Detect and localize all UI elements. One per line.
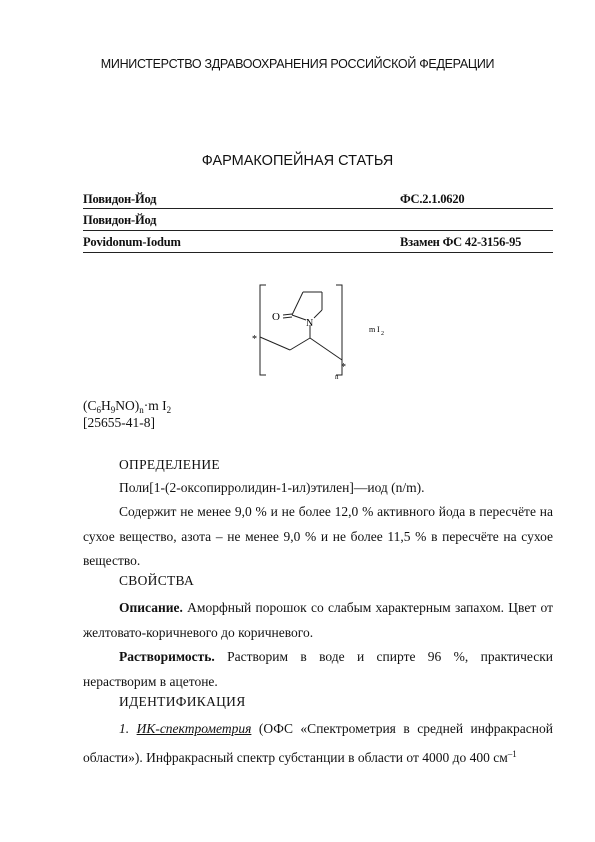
end-star-right: *: [341, 362, 346, 373]
header-divider-2: [83, 230, 553, 231]
cas-number: [25655-41-8]: [83, 415, 155, 430]
n-label: n: [335, 373, 339, 381]
header-divider-3: [83, 252, 553, 253]
left-bracket: [260, 285, 266, 375]
iodine-label: I: [377, 325, 380, 334]
monograph-code: ФС.2.1.0620: [400, 192, 465, 206]
definition-content: Содержит не менее 9,0 % и не более 12,0 % активного йода в пересчёте на сухое вещество, азота – не менее 9,0 % и не более 11,5 % в пересчёте на сухое вещество.: [83, 504, 553, 568]
description-paragraph: Описание. Аморфный порошок со слабым характерным запахом. Цвет от желтовато-коричневого до коричневого.: [83, 600, 553, 640]
heading-identification: ИДЕНТИФИКАЦИЯ: [119, 694, 246, 709]
heading-properties: СВОЙСТВА: [119, 573, 195, 588]
name-russian-secondary: Повидон-Йод: [83, 213, 157, 227]
m-label: m: [369, 325, 376, 334]
atom-oxygen: O: [272, 311, 280, 323]
name-russian-primary: Повидон-Йод: [83, 192, 157, 206]
ministry-name: МИНИСТЕРСТВО ЗДРАВООХРАНЕНИЯ РОССИЙСКОЙ ФЕДЕРАЦИИ: [100, 57, 495, 71]
molecular-formula: $(C_6H_9NO)_n\cdot m$ $I_2$: [83, 398, 172, 415]
end-star-left: *: [252, 334, 257, 345]
name-latin: Povidonum-Iodum: [83, 235, 181, 249]
header-divider-1: [83, 208, 553, 209]
document-title: ФАРМАКОПЕЙНАЯ СТАТЬЯ: [201, 153, 394, 169]
iodine-subscript: 2: [381, 331, 384, 337]
solubility-paragraph: Растворимость. Растворим в воде и спирте 96 %, практически нерастворим в ацетоне.: [83, 649, 553, 689]
atom-nitrogen: N: [306, 318, 314, 329]
structural-formula: [240, 280, 400, 385]
chemical-name: Поли[1-(2-оксопирролидин-1-ил)этилен]—иод (n/m).: [119, 480, 425, 495]
replaces-note: Взамен ФС 42-3156-95: [400, 235, 522, 249]
ir-spectrometry-paragraph: 1. ИК-спектрометрия (ОФС «Спектрометрия в средней инфракрасной области»). Инфракрасный спектр субстанции в области от 4000 до 400 $см^{-1}$: [83, 721, 553, 765]
heading-definition: ОПРЕДЕЛЕНИЕ: [119, 457, 220, 472]
